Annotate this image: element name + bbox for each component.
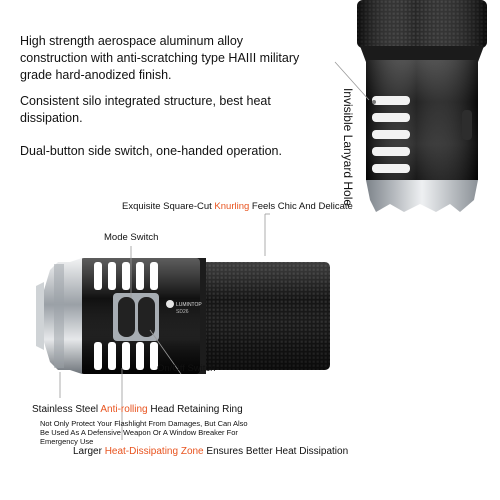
side-button-icon xyxy=(462,110,472,140)
fin-slot xyxy=(122,262,130,290)
callout-highlight: Heat-Dissipating Zone xyxy=(104,446,204,457)
callout-text: Ensures Better Heat Dissipation xyxy=(203,446,349,457)
lanyard-hole-icon xyxy=(372,100,376,104)
fin-slot xyxy=(122,342,130,370)
feature-text-structure: Consistent silo integrated structure, best heat dissipation. xyxy=(20,94,271,125)
feature-text-switch: Dual-button side switch, one-handed operation. xyxy=(20,144,282,158)
callout-highlight: Knurling xyxy=(214,201,250,212)
fin-slot xyxy=(108,342,116,370)
lanyard-hole-label: Invisible Lanyard Hole xyxy=(341,87,355,207)
callout-text: Larger xyxy=(73,446,105,457)
callout-text: Feels Chic And Delicate xyxy=(249,201,353,212)
fin-slot xyxy=(372,96,410,105)
brand-model: SD26 xyxy=(176,309,189,315)
retaining-ring-note: Not Only Protect Your Flashlight From Damages, But Can Also Be Used As A Defensive Weapon Or A Window Breaker For Emergency Use xyxy=(40,419,248,446)
fin-slot xyxy=(372,113,410,122)
brand-name: LUMINTOP xyxy=(176,302,202,308)
mode-switch-button xyxy=(118,297,135,337)
callout-highlight: Anti-rolling xyxy=(100,404,148,415)
fin-slot xyxy=(94,342,102,370)
fin-slot xyxy=(136,342,144,370)
fin-slot xyxy=(372,130,410,139)
fin-slot xyxy=(372,164,410,173)
callout-text: Head Retaining Ring xyxy=(147,404,243,415)
on-off-switch-callout: On/Off Switch xyxy=(157,363,216,374)
fin-slot xyxy=(150,262,158,290)
on-off-switch-button xyxy=(138,297,155,337)
fin-slot xyxy=(136,262,144,290)
brand-logo-icon xyxy=(166,300,174,308)
crenelated-bezel xyxy=(366,180,478,212)
feature-text-construction: High strength aerospace aluminum alloy construction with anti-scratching type HAIII military grade hard-anodized finish. xyxy=(20,34,300,82)
vertical-flashlight xyxy=(357,0,487,212)
mode-switch-callout: Mode Switch xyxy=(104,232,159,243)
horizontal-flashlight xyxy=(36,258,330,374)
retaining-ring-callout xyxy=(32,404,243,415)
callout-text: Stainless Steel xyxy=(32,404,101,415)
lanyard-hole-label-wrap xyxy=(340,52,356,242)
callout-text: Exquisite Square-Cut xyxy=(122,201,215,212)
fin-slot xyxy=(108,262,116,290)
fin-slot xyxy=(94,262,102,290)
fin-slot xyxy=(372,147,410,156)
knurling-callout xyxy=(122,201,353,212)
heat-zone-callout xyxy=(73,446,348,457)
